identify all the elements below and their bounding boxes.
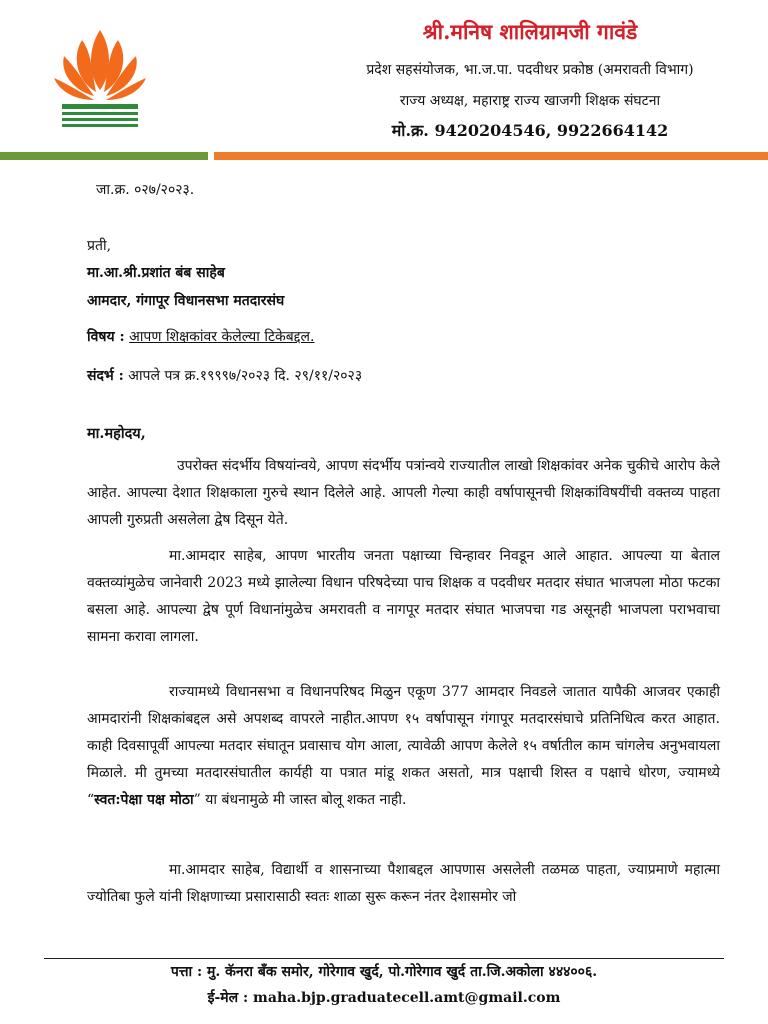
lotus-icon [52,24,148,132]
subject-line [87,327,314,346]
paragraph-4: मा.आमदार साहेब, विद्यार्थी व शासनाच्या पैशाबद्दल आपणास असलेली तळमळ पाहता, ज्याप्रमाणे महात्मा ज्योतिबा फुले यांनी शिक्षणाच्या प्रसारासाठी स्वतः शाळा सुरू करून नंतर देशासमोर जो [87,862,720,905]
to-label: प्रती, [87,238,112,254]
paragraph-3-text-a: राज्यामध्ये विधानसभा व विधानपरिषद मिळुन एकूण 377 आमदार निवडले जातात यापैकी आजवर एकाही आमदारांनी शिक्षकांबद्दल असे अपशब्द वापरले नाहीत.आपण १५ वर्षापासून गंगापूर मतदारसंघाचे प्रतिनिधित्व करत आहात. काही दिवसापूर्वी आपल्या मतदार संघातून प्रवासाच योग आला, त्यावेळी आपण केलेले १५ वर्षातील काम चांगलेच अनुभवायला मिळाले. मी तुमच्या मतदारसंघातील कार्यही या पत्रात मांडू शकत असतो, मात्र पक्षाची शिस्त व पक्षाचे धोरण, ज्यामध्ये “ [87,684,720,808]
reference-line [87,366,362,385]
reference-number: जा.क्र. ०२७/२०२३. [96,182,195,198]
footer-address: पत्ता : मु. कॅनरा बँक समोर, गोरेगाव खुर्द, पो.गोरेगाव खुर्द ता.जि.अकोला ४४४००६. [170,964,598,980]
green-divider [0,152,208,160]
recipient-title: आमदार, गंगापूर विधानसभा मतदारसंघ [87,293,285,309]
footer-rule [44,958,724,959]
subject-label: विषय : [87,329,125,345]
paragraph-3-text-b: ” या बंधनामुळे मी जास्त बोलू शकत नाही. [193,792,407,808]
paragraph-2: मा.आमदार साहेब, आपण भारतीय जनता पक्षाच्या चिन्हावर निवडून आले आहात. आपल्या या बेताल वक्तव्यांमुळेच जानेवारी 2023 मध्ये झालेल्या विधान परिषदेच्या पाच शिक्षक व पदवीधर मतदार संघात भाजपला मोठा फटका बसला आहे. आपल्या द्वेष पूर्ण विधानांमुळेच अमरावती व नागपूर मतदार संघात भाजपचा गड असूनही भाजपला पराभवाचा सामना करावा लागला. [87,548,720,645]
sender-name: श्री.मनिष शालिग्रामजी गावंडे [422,19,638,44]
paragraph-3-emphasis: स्वत:पेक्षा पक्ष मोठा [94,792,194,808]
sender-designation-1: प्रदेश सहसंयोजक, भा.ज.पा. पदवीधर प्रकोष्ठ (अमरावती विभाग) [366,62,694,78]
salutation: मा.महोदय, [87,425,146,442]
reference-label: संदर्भ : [87,368,124,384]
footer-email: ई-मेल : maha.bjp.graduatecell.amt@gmail.com [207,990,561,1006]
orange-divider [214,152,768,160]
sender-designation-2: राज्य अध्यक्ष, महाराष्ट्र राज्य खाजगी शिक्षक संघटना [399,93,661,109]
sender-phone: मो.क्र. 9420204546, 9922664142 [391,121,669,140]
paragraph-3 [87,679,720,814]
recipient-name: मा.आ.श्री.प्रशांत बंब साहेब [87,265,225,281]
paragraph-1: उपरोक्त संदर्भीय विषयांन्वये, आपण संदर्भीय पत्रांन्वये राज्यातील लाखो शिक्षकांवर अनेक चुकीचे आरोप केले आहेत. आपल्या देशात शिक्षकाला गुरुचे स्थान दिलेले आहे. आपली गेल्या काही वर्षापासूनची शिक्षकांविषयींची वक्तव्य पाहता आपली गुरुप्रती असलेला द्वेष दिसून येते. [87,458,720,528]
subject-text: आपण शिक्षकांवर केलेल्या टिकेबद्दल. [129,329,315,345]
reference-text: आपले पत्र क्र.१९९९७/२०२३ दि. २९/११/२०२३ [128,368,363,384]
